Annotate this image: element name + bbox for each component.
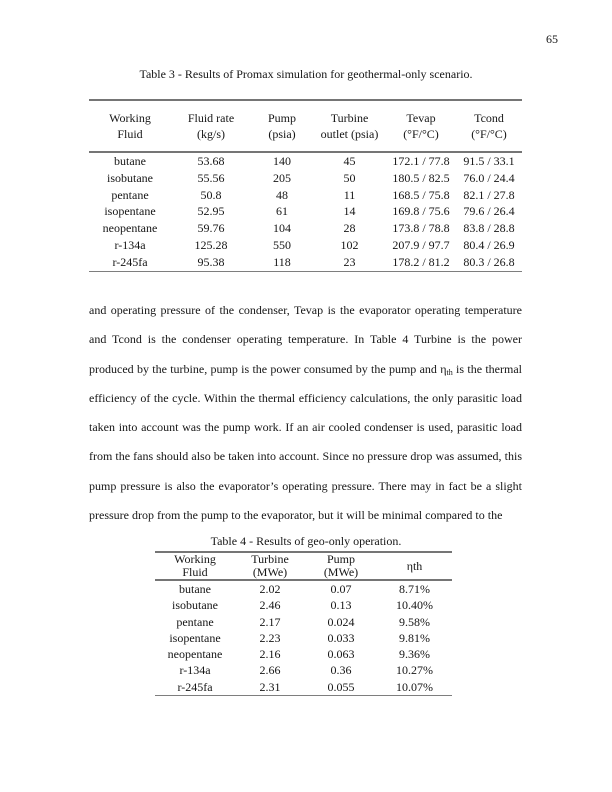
paragraph-line: produced by the turbine, pump is the power consumed by the pump and ηth is the thermal: [89, 361, 522, 377]
subscript-text: th: [446, 367, 453, 377]
table-cell: 9.81%: [399, 630, 430, 645]
table-cell: 169.8 / 75.6: [392, 204, 450, 219]
table-cell: 45: [343, 154, 356, 168]
table-cell: pentane: [176, 614, 214, 629]
table-cell: 48: [276, 187, 288, 202]
table-cell: isobutane: [172, 598, 218, 613]
table3: [89, 99, 522, 272]
table-cell: 2.23: [259, 630, 281, 645]
table-cell: 59.76: [197, 221, 225, 236]
table-row: [155, 630, 452, 646]
table-row: [155, 662, 452, 678]
table-cell: 83.8 / 28.8: [463, 221, 515, 236]
table-row: [89, 152, 522, 170]
column-header: Pump (psia): [267, 110, 296, 141]
table-cell: 9.36%: [399, 647, 430, 662]
table-cell: 0.055: [327, 679, 355, 694]
table-cell: 91.5 / 33.1: [463, 154, 515, 168]
table-cell: 104: [273, 221, 291, 236]
table-row: [155, 597, 452, 613]
table-cell: r-245fa: [177, 679, 213, 694]
body-paragraph: [89, 296, 522, 530]
table-row: [89, 187, 522, 204]
table-cell: 178.2 / 81.2: [392, 254, 450, 269]
table-cell: neopentane: [102, 221, 158, 236]
table-cell: 10.07%: [396, 679, 433, 694]
column-header: Turbine (MWe): [251, 552, 289, 579]
table-cell: isopentane: [169, 630, 221, 645]
table4-header: [155, 552, 452, 580]
table-cell: 0.063: [327, 647, 355, 662]
column-header: Turbine outlet (psia): [320, 110, 379, 141]
table-cell: 0.024: [327, 614, 355, 629]
table-row: [89, 170, 522, 187]
column-header: Working Fluid: [109, 110, 151, 141]
table-cell: 0.07: [330, 582, 352, 596]
table-row: [89, 220, 522, 237]
table-cell: pentane: [111, 187, 149, 202]
table4: [155, 551, 452, 696]
table-cell: 2.16: [259, 647, 281, 662]
table-cell: 168.5 / 75.8: [392, 187, 450, 202]
column-header: Working Fluid: [174, 552, 216, 579]
table-cell: 8.71%: [399, 582, 430, 596]
table-cell: 140: [273, 154, 291, 168]
table-cell: butane: [114, 154, 146, 168]
table-row: [155, 580, 452, 597]
table-cell: 0.13: [330, 598, 352, 613]
table-cell: 205: [273, 170, 291, 185]
paragraph-line: and operating pressure of the condenser, Tevap is the evaporator operating temperature: [89, 303, 522, 317]
table-cell: 0.36: [330, 663, 352, 678]
column-header: Pump (MWe): [323, 552, 359, 579]
table-cell: r-134a: [114, 237, 146, 252]
table-cell: 79.6 / 26.4: [463, 204, 515, 219]
table-cell: 52.95: [197, 204, 225, 219]
table-cell: 14: [343, 204, 356, 219]
table-cell: 2.02: [259, 582, 281, 596]
table-cell: 28: [343, 221, 356, 236]
table-row: [155, 646, 452, 662]
page-number: 65: [546, 32, 558, 46]
table-cell: 11: [343, 187, 356, 202]
table3-header-row: [89, 100, 522, 152]
table-cell: 2.66: [259, 663, 281, 678]
table-row: [89, 203, 522, 220]
table-cell: 118: [273, 254, 291, 269]
table-cell: 53.68: [197, 154, 225, 168]
table-cell: 207.9 / 97.7: [392, 237, 450, 252]
table-cell: 55.56: [197, 170, 225, 185]
table3-body: [89, 152, 522, 271]
table-cell: 76.0 / 24.4: [463, 170, 515, 185]
table-row: [155, 614, 452, 630]
table-cell: butane: [179, 582, 211, 596]
table-cell: 125.28: [194, 237, 228, 252]
table-cell: 23: [343, 254, 356, 269]
table3-caption: Table 3 - Results of Promax simulation for geothermal-only scenario.: [139, 67, 473, 81]
table-cell: 2.17: [259, 614, 281, 629]
table-cell: 172.1 / 77.8: [392, 154, 450, 168]
table-cell: 180.5 / 82.5: [392, 170, 450, 185]
table-cell: 50.8: [200, 187, 222, 202]
table4-header-row: [155, 552, 452, 580]
column-header: Fluid rate (kg/s): [187, 110, 235, 141]
table-cell: r-134a: [179, 663, 211, 678]
table3-header: [89, 100, 522, 152]
paragraph-line: from the fans should also be taken into account. Since no pressure drop was assumed, this: [89, 449, 522, 464]
table-cell: isobutane: [107, 170, 153, 185]
table-cell: 50: [343, 170, 356, 185]
table-cell: 0.033: [327, 630, 355, 645]
column-header: Tevap (°F/°C): [403, 110, 439, 141]
table4-body: [155, 580, 452, 696]
table-cell: 10.40%: [396, 598, 433, 613]
table-row: [155, 679, 452, 696]
table-cell: neopentane: [167, 647, 223, 662]
table-cell: 102: [340, 237, 359, 252]
column-header: ηth: [406, 558, 423, 573]
table4-caption: Table 4 - Results of geo-only operation.: [210, 534, 402, 548]
table-cell: 82.1 / 27.8: [463, 187, 515, 202]
table-cell: 80.4 / 26.9: [463, 237, 515, 252]
column-header: Tcond (°F/°C): [471, 110, 507, 141]
paragraph-line: pump pressure is also the evaporator’s operating pressure. There may in fact be a slight: [89, 478, 522, 493]
paragraph-line: pressure drop from the pump to the evaporator, but it will be minimal compared to the: [89, 508, 503, 523]
table-cell: 173.8 / 78.8: [392, 221, 450, 236]
table-cell: 2.46: [259, 598, 281, 613]
table-cell: 61: [276, 204, 288, 219]
table-cell: 10.27%: [396, 663, 433, 678]
table-cell: 80.3 / 26.8: [463, 254, 515, 269]
paragraph-line: taken into account was the pump work. If an air cooled condenser is used, parasitic load: [89, 420, 522, 435]
paragraph-line: efficiency of the cycle. Within the thermal efficiency calculations, the only parasitic load: [89, 390, 522, 405]
table-cell: isopentane: [104, 204, 156, 219]
table-row: [89, 237, 522, 254]
table-cell: 9.58%: [399, 614, 430, 629]
table-cell: 2.31: [259, 679, 281, 694]
table-cell: 550: [273, 237, 291, 252]
table-cell: r-245fa: [112, 254, 148, 269]
table-cell: 95.38: [197, 254, 225, 269]
table-row: [89, 254, 522, 271]
paragraph-line: and Tcond is the condenser operating temperature. In Table 4 Turbine is the power: [89, 332, 522, 347]
